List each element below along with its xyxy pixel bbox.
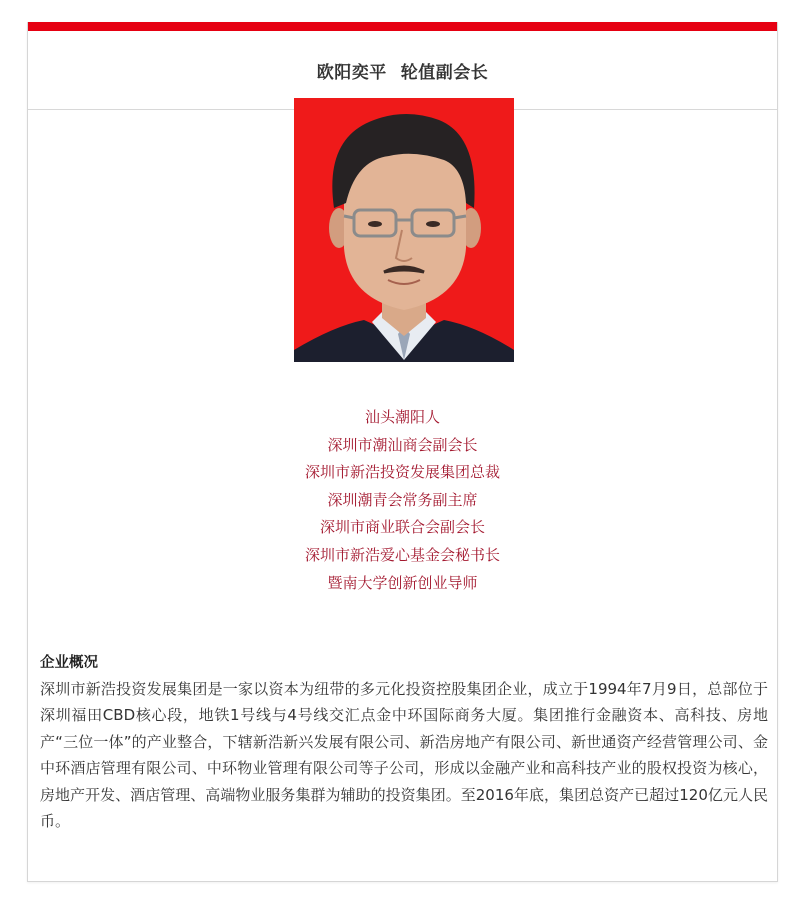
company-overview-heading: 企业概况 <box>40 655 98 671</box>
profile-card <box>27 22 778 882</box>
role-list <box>28 404 777 597</box>
role-item: 深圳潮青会常务副主席 <box>327 490 478 509</box>
role-item: 暨南大学创新创业导师 <box>327 573 478 592</box>
role-item: 深圳市新浩投资发展集团总裁 <box>304 463 500 482</box>
role-item: 汕头潮阳人 <box>364 408 440 426</box>
role-item: 深圳市商业联合会副会长 <box>319 518 485 537</box>
portrait-photo <box>294 98 514 362</box>
page-title <box>317 58 489 83</box>
role-item: 深圳市潮汕商会副会长 <box>327 435 478 454</box>
role-item: 深圳市新浩爱心基金会秘书长 <box>304 545 500 564</box>
accent-bar <box>28 22 777 31</box>
company-overview-text: 深圳市新浩投资发展集团是一家以资本为纽带的多元化投资控股集团企业，成立于1994年7月9日，总部位于深圳福田CBD核心段，地铁1号线与4号线交汇点金中环国际商务大厦。集团推行金融资本、高科技、房地产“三位一体”的产业整合，下辖新浩新兴发展有限公司、新浩房地产有限公司、新世通资产经营管理公司、金中环酒店管理有限公司、中环物业管理有限公司等子公司，形成以金融产业和高科技产业的股权投资为核心，房地产开发、酒店管理、高端物业服务集群为辅助的投资集团。至2016年底，集团总资产已超过120亿元人民币。 <box>40 680 768 831</box>
company-overview <box>40 650 768 834</box>
person-name: 欧阳奕平 <box>316 62 387 83</box>
person-position: 轮值副会长 <box>400 62 489 83</box>
portrait-illustration <box>294 98 514 362</box>
